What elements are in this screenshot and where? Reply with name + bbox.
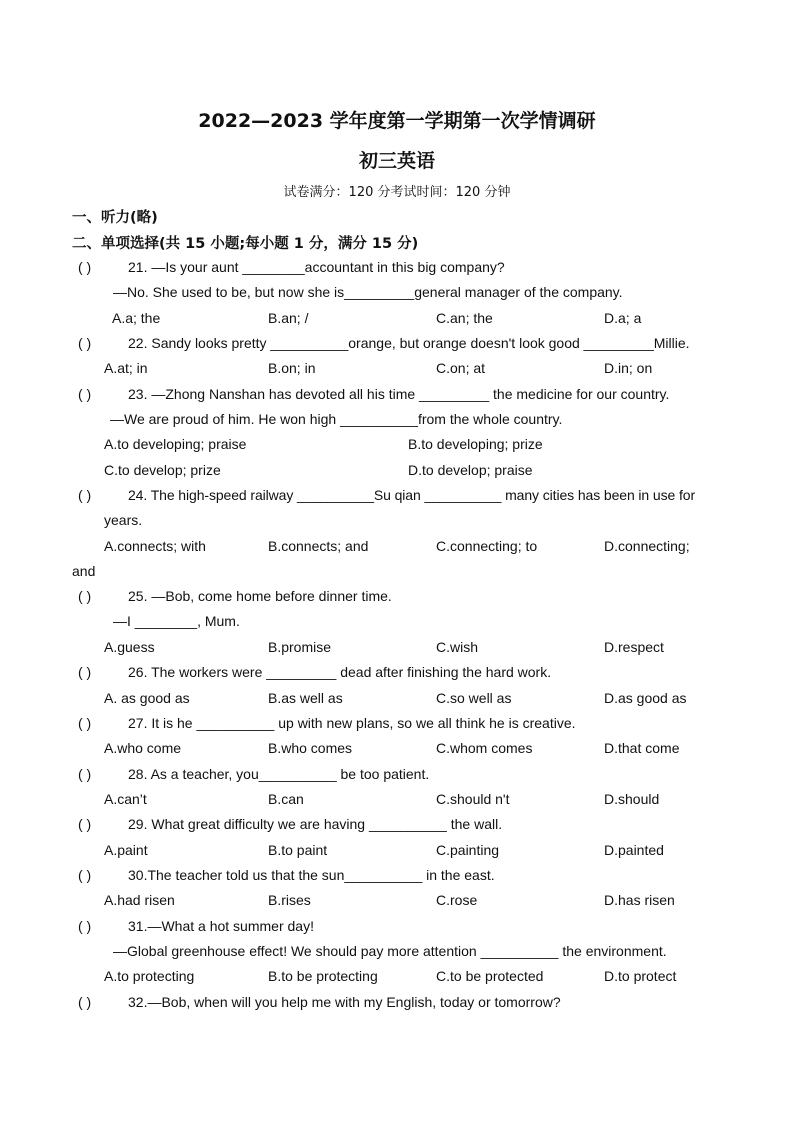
section-listening: 一、听力(略) bbox=[72, 210, 158, 226]
option-d: D.a; a bbox=[604, 310, 642, 326]
question-stem-reply: —No. She used to be, but now she is_________general manager of the company. bbox=[113, 284, 623, 300]
option-c: C.whom comes bbox=[436, 740, 533, 756]
option-d: D.in; on bbox=[604, 360, 653, 376]
option-c: C.painting bbox=[436, 842, 500, 858]
question-stem: 29. What great difficulty we are having __________ the wall. bbox=[128, 816, 503, 832]
answer-paren: ( ) bbox=[78, 816, 92, 832]
option-a: A. as good as bbox=[104, 690, 190, 706]
option-d-cont: and bbox=[72, 563, 96, 579]
question-stem: 26. The workers were _________ dead after finishing the hard work. bbox=[128, 664, 552, 680]
option-b: B.connects; and bbox=[268, 538, 369, 554]
option-c: C.should n't bbox=[436, 791, 510, 807]
option-a: A.to protecting bbox=[104, 968, 195, 984]
option-d: D.painted bbox=[604, 842, 664, 858]
section-single-choice: 二、单项选择(共 15 小题;每小题 1 分，满分 15 分) bbox=[72, 236, 419, 252]
option-d: D.to protect bbox=[604, 968, 677, 984]
question-stem: 27. It is he __________ up with new plans, so we all think he is creative. bbox=[128, 715, 576, 731]
option-b: B.to be protecting bbox=[268, 968, 378, 984]
question-stem-reply: —We are proud of him. He won high __________from the whole country. bbox=[110, 411, 563, 427]
answer-paren: ( ) bbox=[78, 487, 92, 503]
question-stem: 24. The high-speed railway __________Su qian __________ many cities has been in use for bbox=[128, 487, 696, 503]
option-b: B.to paint bbox=[268, 842, 328, 858]
question-stem: 23. —Zhong Nanshan has devoted all his time _________ the medicine for our country. bbox=[128, 386, 670, 402]
option-a: A.paint bbox=[104, 842, 148, 858]
option-a: A.guess bbox=[104, 639, 155, 655]
option-d: D.as good as bbox=[604, 690, 687, 706]
question-stem: 30.The teacher told us that the sun__________ in the east. bbox=[128, 867, 495, 883]
exam-info: 试卷满分：120 分考试时间：120 分钟 bbox=[283, 185, 511, 200]
option-a: A.to developing; praise bbox=[104, 436, 247, 452]
question-stem: 32.—Bob, when will you help me with my English, today or tomorrow? bbox=[128, 994, 561, 1010]
option-c: C.to develop; prize bbox=[104, 462, 221, 478]
question-stem-reply: —Global greenhouse effect! We should pay more attention __________ the environment. bbox=[113, 943, 667, 959]
answer-paren: ( ) bbox=[78, 664, 92, 680]
option-c: C.an; the bbox=[436, 310, 493, 326]
option-b: B.rises bbox=[268, 892, 311, 908]
answer-paren: ( ) bbox=[78, 588, 92, 604]
option-b: B.who comes bbox=[268, 740, 353, 756]
answer-paren: ( ) bbox=[78, 259, 92, 275]
option-a: A.at; in bbox=[104, 360, 148, 376]
option-d: D.to develop; praise bbox=[408, 462, 533, 478]
answer-paren: ( ) bbox=[78, 994, 92, 1010]
option-b: B.as well as bbox=[268, 690, 343, 706]
option-b: B.an; / bbox=[268, 310, 309, 326]
option-d: D.that come bbox=[604, 740, 680, 756]
answer-paren: ( ) bbox=[78, 766, 92, 782]
option-c: C.to be protected bbox=[436, 968, 544, 984]
option-b: B.on; in bbox=[268, 360, 316, 376]
option-d: D.connecting; bbox=[604, 538, 690, 554]
answer-paren: ( ) bbox=[78, 918, 92, 934]
option-a: A.connects; with bbox=[104, 538, 206, 554]
option-d: D.respect bbox=[604, 639, 664, 655]
answer-paren: ( ) bbox=[78, 386, 92, 402]
option-c: C.connecting; to bbox=[436, 538, 538, 554]
exam-title: 2022—2023 学年度第一学期第一次学情调研 bbox=[198, 110, 596, 132]
option-a: A.had risen bbox=[104, 892, 175, 908]
answer-paren: ( ) bbox=[78, 715, 92, 731]
option-a: A.who come bbox=[104, 740, 182, 756]
option-c: C.on; at bbox=[436, 360, 486, 376]
question-stem: 28. As a teacher, you__________ be too patient. bbox=[128, 766, 430, 782]
answer-paren: ( ) bbox=[78, 335, 92, 351]
question-stem: 22. Sandy looks pretty __________orange, but orange doesn't look good _________Millie. bbox=[128, 335, 690, 351]
question-stem-reply: —I ________, Mum. bbox=[113, 613, 240, 629]
question-stem-cont: years. bbox=[104, 512, 143, 528]
question-stem: 21. —Is your aunt ________accountant in this big company? bbox=[128, 259, 505, 275]
answer-paren: ( ) bbox=[78, 867, 92, 883]
option-a: A.can’t bbox=[104, 791, 147, 807]
question-stem: 25. —Bob, come home before dinner time. bbox=[128, 588, 392, 604]
option-b: B.to developing; prize bbox=[408, 436, 543, 452]
question-stem: 31.—What a hot summer day! bbox=[128, 918, 314, 934]
option-b: B.promise bbox=[268, 639, 332, 655]
option-c: C.rose bbox=[436, 892, 478, 908]
option-b: B.can bbox=[268, 791, 304, 807]
exam-subject: 初三英语 bbox=[358, 150, 435, 172]
option-d: D.has risen bbox=[604, 892, 675, 908]
option-a: A.a; the bbox=[112, 310, 161, 326]
option-d: D.should bbox=[604, 791, 660, 807]
option-c: C.so well as bbox=[436, 690, 512, 706]
option-c: C.wish bbox=[436, 639, 479, 655]
